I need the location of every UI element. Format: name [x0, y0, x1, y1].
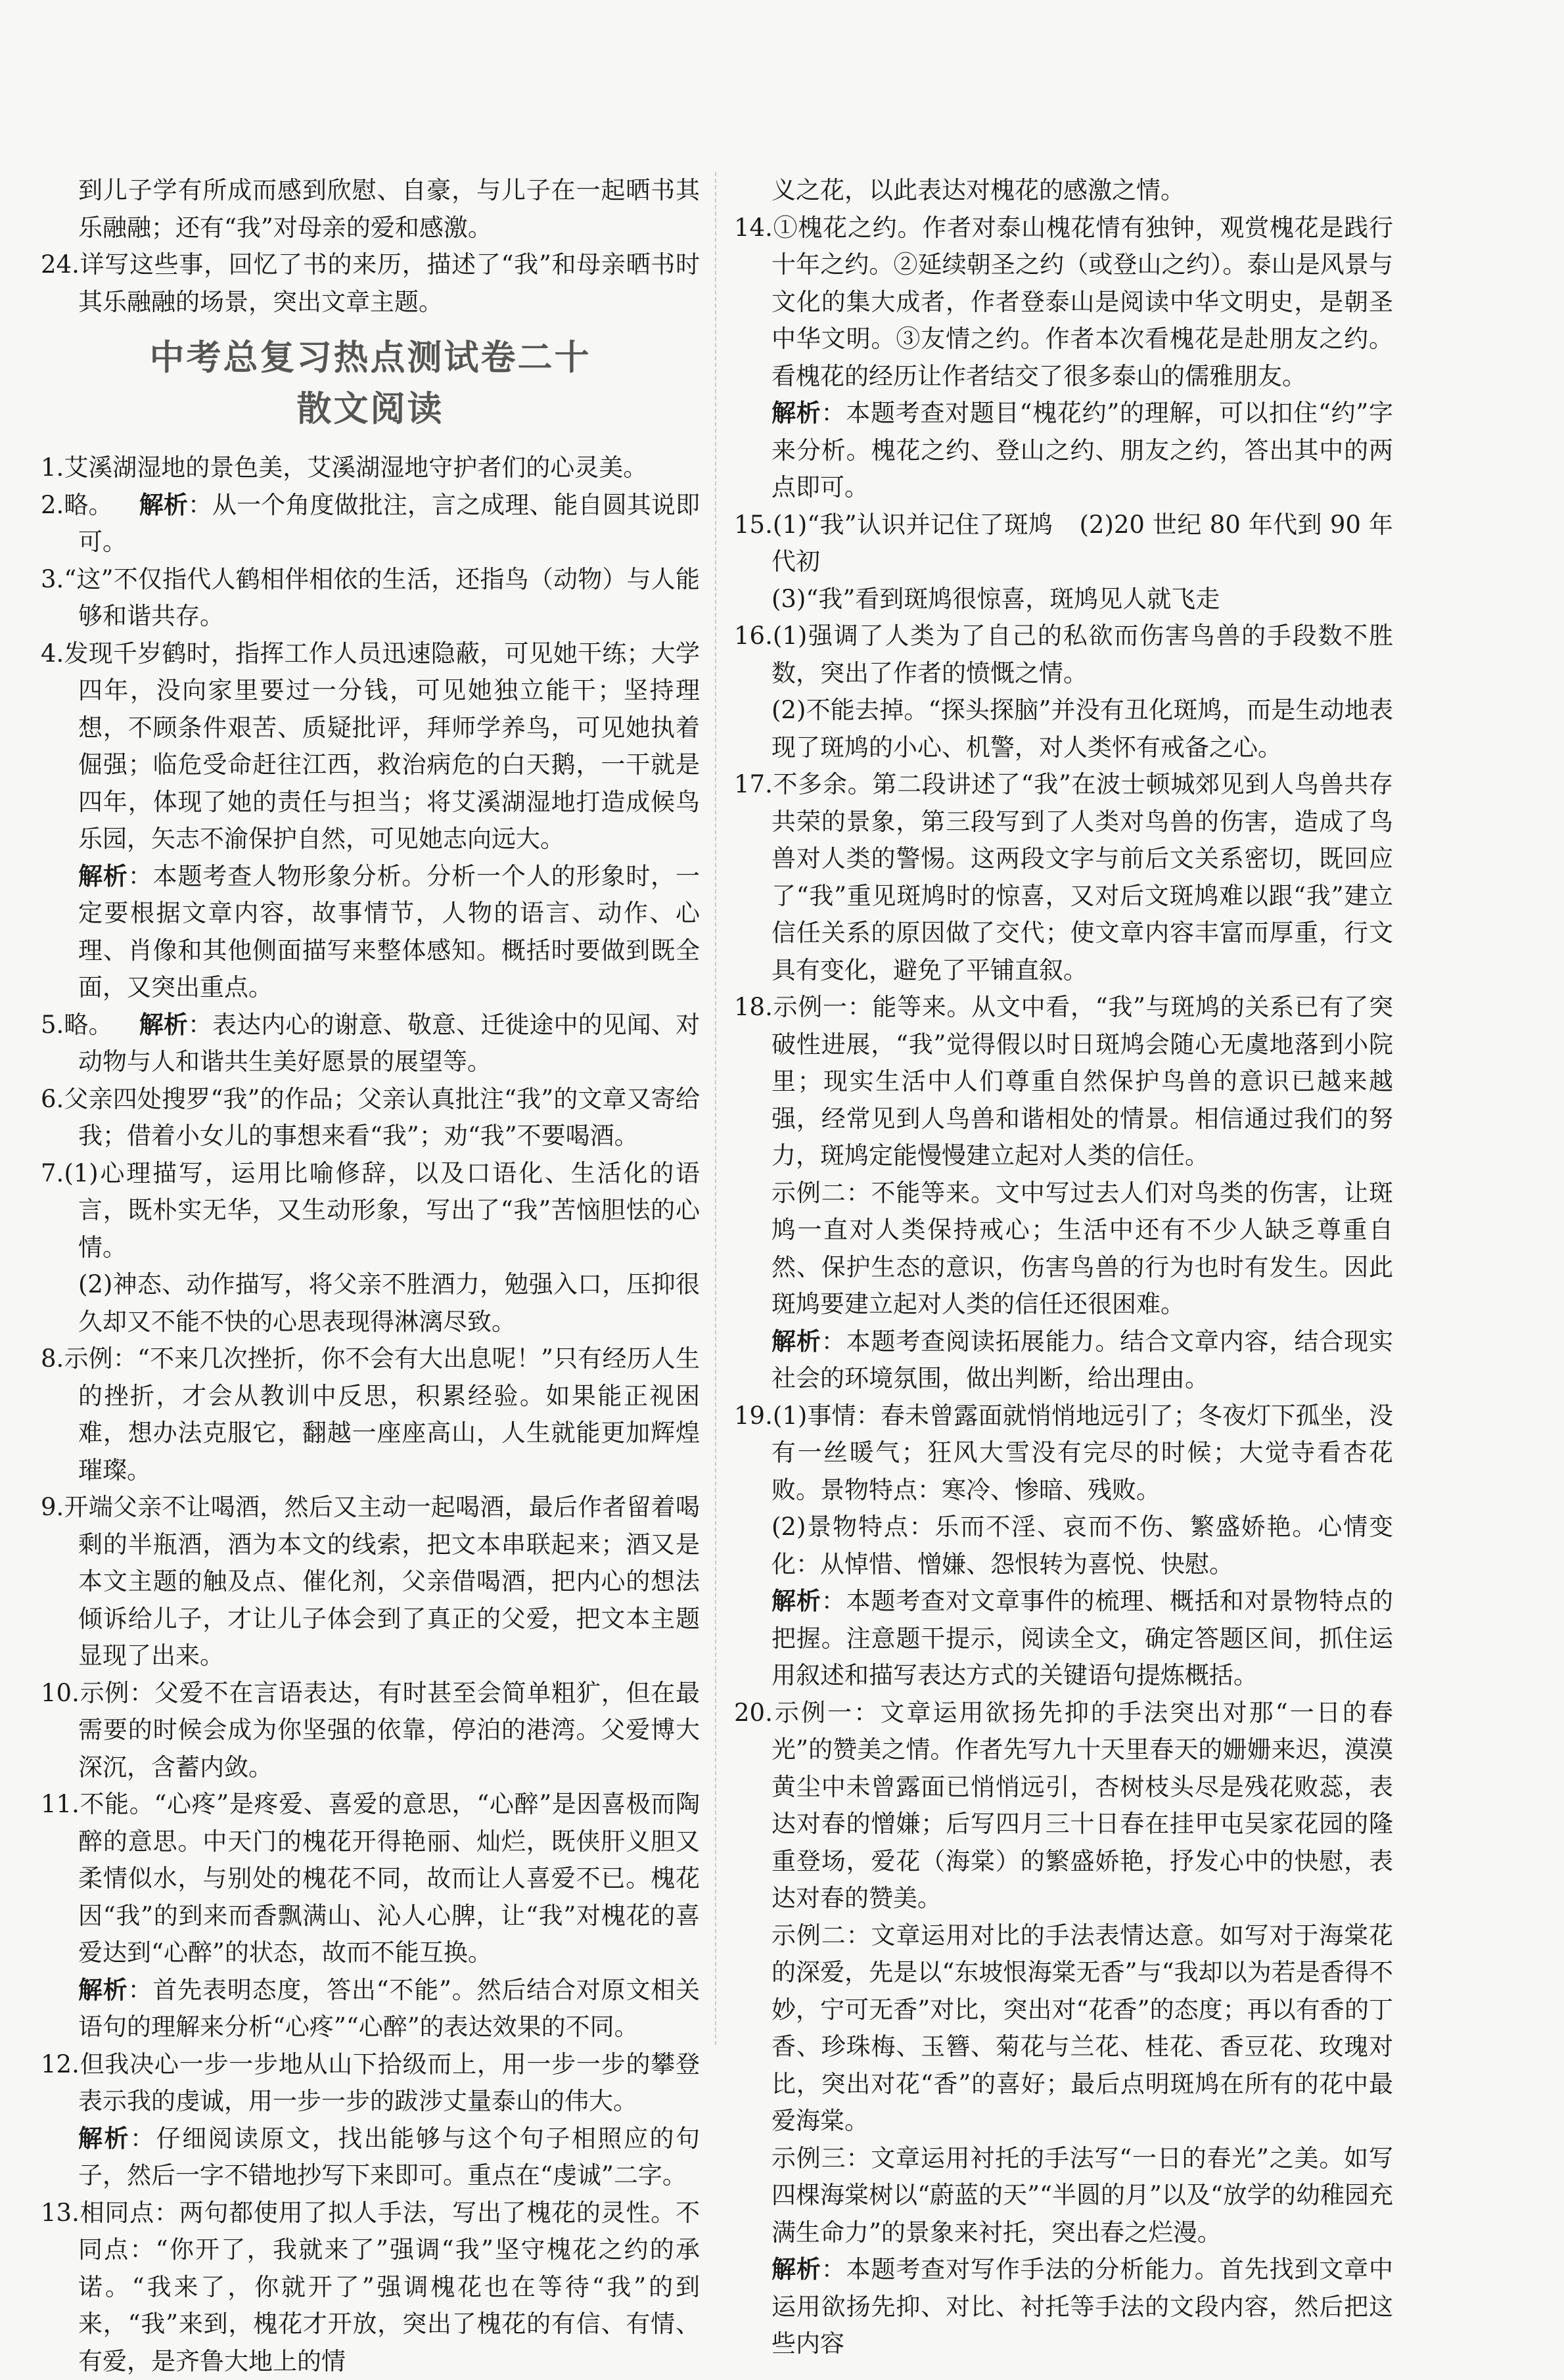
answer-14: 14.①槐花之约。作者对泰山槐花情有独钟，观赏槐花是践行十年之约。②延续朝圣之约（或登山之约）。泰山是风景与文化的集大成者，作者登泰山是阅读中华文明史，是朝圣中华文明。③友情之约。作者本次看槐花是赴朋友之约。看槐花的经历让作者结交了很多泰山的儒雅朋友。	[734, 210, 1393, 396]
answer-10: 10.示例：父爱不在言语表达，有时甚至会简单粗犷，但在最需要的时候会成为你坚强的依靠，停泊的港湾。父爱博大深沉，含蓄内敛。	[41, 1675, 700, 1787]
answer-17: 17.不多余。第二段讲述了“我”在波士顿城郊见到人鸟兽共存共荣的景象，第三段写到了人类对鸟兽的伤害，造成了鸟兽对人类的警惕。这两段文字与前后文关系密切，既回应了“我”重见斑鸠时的惊喜，又对后文斑鸠难以跟“我”建立信任关系的原因做了交代；使文章内容丰富而厚重，行文具有变化，避免了平铺直叙。	[734, 766, 1393, 989]
analysis-20: 解析：本题考查对写作手法的分析能力。首先找到文章中运用欲扬先抑、对比、衬托等手法的文段内容，然后把这些内容	[734, 2251, 1393, 2363]
answer-18: 18.示例一：能等来。从文中看，“我”与斑鸠的关系已有了突破性进展，“我”觉得假以时日斑鸠会随心无虞地落到小院里；现实生活中人们尊重自然保护鸟兽的意识已越来越强，经常见到人鸟兽和谐相处的情景。相信通过我们的努力，斑鸠定能慢慢建立起对人类的信任。	[734, 989, 1393, 1175]
continued-answer-13: 义之花，以此表达对槐花的感激之情。	[734, 172, 1393, 210]
section-title	[41, 332, 700, 435]
answer-5: 5.略。 解析：表达内心的谢意、敬意、迁徙途中的见闻、对动物与人和谐共生美好愿景的展望等。	[41, 1007, 700, 1081]
analysis-label: 解析	[139, 491, 188, 519]
answer-9: 9.开端父亲不让喝酒，然后又主动一起喝酒，最后作者留着喝剩的半瓶酒，酒为本文的线索，把文本串联起来；酒又是本文主题的触及点、催化剂，父亲借喝酒，把内心的想法倾诉给儿子，才让儿子体会到了真正的父爱，把文本主题显现了出来。	[41, 1489, 700, 1675]
answer-18-example-2: 示例二：不能等来。文中写过去人们对鸟类的伤害，让斑鸠一直对人类保持戒心；生活中还有不少人缺乏尊重自然、保护生态的意识，伤害鸟兽的行为也时有发生。因此斑鸠要建立起对人类的信任还很困难。	[734, 1175, 1393, 1323]
analysis-19: 解析：本题考查对文章事件的梳理、概括和对景物特点的把握。注意题干提示，阅读全文，确定答题区间，抓住运用叙述和描写表达方式的关键语句提炼概括。	[734, 1583, 1393, 1695]
paper-title: 中考总复习热点测试卷二十	[41, 332, 700, 384]
answer-4: 4.发现千岁鹤时，指挥工作人员迅速隐蔽，可见她干练；大学四年，没向家里要过一分钱，可见她独立能干；坚持理想，不顾条件艰苦、质疑批评，拜师学养鸟，可见她执着倔强；临危受命赶往江西，救治病危的白天鹅，一干就是四年，体现了她的责任与担当；将艾溪湖湿地打造成候鸟乐园，矢志不渝保护自然，可见她志向远大。	[41, 635, 700, 858]
answer-19-part-2: (2)景物特点：乐而不淫、哀而不伤、繁盛娇艳。心情变化：从悼惜、憎嫌、怨恨转为喜悦、快慰。	[734, 1509, 1393, 1583]
answer-12: 12.但我决心一步一步地从山下拾级而上，用一步一步的攀登表示我的虔诚，用一步一步的跋涉丈量泰山的伟大。	[41, 2046, 700, 2120]
analysis-14: 解析：本题考查对题目“槐花约”的理解，可以扣住“约”字来分析。槐花之约、登山之约、朋友之约，答出其中的两点即可。	[734, 395, 1393, 507]
answer-8: 8.示例：“不来几次挫折，你不会有大出息呢！”只有经历人生的挫折，才会从教训中反思，积累经验。如果能正视困难，想办法克服它，翻越一座座高山，人生就能更加辉煌璀璨。	[41, 1340, 700, 1489]
answer-19: 19.(1)事情：春未曾露面就悄悄地远引了；冬夜灯下孤坐，没有一丝暖气；狂风大雪没有完尽的时候；大觉寺看杏花败。景物特点：寒冷、惨暗、残败。	[734, 1398, 1393, 1509]
answer-15-part-3: (3)“我”看到斑鸠很惊喜，斑鸠见人就飞走	[734, 581, 1393, 618]
answer-3: 3.“这”不仅指代人鹤相伴相依的生活，还指鸟（动物）与人能够和谐共存。	[41, 561, 700, 635]
answer-16: 16.(1)强调了人类为了自己的私欲而伤害鸟兽的手段数不胜数，突出了作者的愤慨之情。	[734, 618, 1393, 692]
answer-20: 20.示例一：文章运用欲扬先抑的手法突出对那“一日的春光”的赞美之情。作者先写九十天里春天的姗姗来迟，漠漠黄尘中未曾露面已悄悄远引，杏树枝头尽是残花败蕊，表达对春的憎嫌；后写四月三十日春在挂甲屯吴家花园的隆重登场，爱花（海棠）的繁盛娇艳，抒发心中的快慰，表达对春的赞美。	[734, 1695, 1393, 1917]
analysis-11: 解析：首先表明态度，答出“不能”。然后结合对原文相关语句的理解来分析“心疼”“心醉”的表达效果的不同。	[41, 1972, 700, 2046]
analysis-18: 解析：本题考查阅读拓展能力。结合文章内容，结合现实社会的环境氛围，做出判断，给出理由。	[734, 1323, 1393, 1398]
answer-7-part-2: (2)神态、动作描写，将父亲不胜酒力，勉强入口，压抑很久却又不能不快的心思表现得淋漓尽致。	[41, 1266, 700, 1340]
paper-subtitle: 散文阅读	[41, 384, 700, 435]
column-divider	[715, 172, 716, 2045]
answer-7: 7.(1)心理描写，运用比喻修辞，以及口语化、生活化的语言，既朴实无华，又生动形象，写出了“我”苦恼胆怯的心情。	[41, 1155, 700, 1267]
answer-1: 1.艾溪湖湿地的景色美，艾溪湖湿地守护者们的心灵美。	[41, 449, 700, 487]
answer-16-part-2: (2)不能去掉。“探头探脑”并没有丑化斑鸠，而是生动地表现了斑鸠的小心、机警，对人类怀有戒备之心。	[734, 692, 1393, 766]
right-column	[734, 172, 1393, 2363]
analysis-4: 解析：本题考查人物形象分析。分析一个人的形象时，一定要根据文章内容，故事情节，人物的语言、动作、心理、肖像和其他侧面描写来整体感知。概括时要做到既全面，又突出重点。	[41, 858, 700, 1007]
answer-11: 11.不能。“心疼”是疼爱、喜爱的意思，“心醉”是因喜极而陶醉的意思。中天门的槐花开得艳丽、灿烂，既侠肝义胆又柔情似水，与别处的槐花不同，故而让人喜爱不已。槐花因“我”的到来而香飘满山、沁人心脾，让“我”对槐花的喜爱达到“心醉”的状态，故而不能互换。	[41, 1786, 700, 1972]
answer-15: 15.(1)“我”认识并记住了斑鸠 (2)20 世纪 80 年代到 90 年代初	[734, 507, 1393, 581]
answer-2: 2.略。 解析：从一个角度做批注，言之成理、能自圆其说即可。	[41, 487, 700, 561]
answer-24: 24.详写这些事，回忆了书的来历，描述了“我”和母亲晒书时其乐融融的场景，突出文章主题。	[41, 246, 700, 321]
answer-13: 13.相同点：两句都使用了拟人手法，写出了槐花的灵性。不同点：“你开了，我就来了”强调“我”坚守槐花之约的承诺。“我来了，你就开了”强调槐花也在等待“我”的到来，“我”来到，槐花才开放，突出了槐花的有信、有情、有爱，是齐鲁大地上的情	[41, 2195, 700, 2380]
answer-20-example-3: 示例三：文章运用衬托的手法写“一日的春光”之美。如写四棵海棠树以“蔚蓝的天”“半圆的月”以及“放学的幼稚园充满生命力”的景象来衬托，突出春之烂漫。	[734, 2140, 1393, 2252]
answer-20-example-2: 示例二：文章运用对比的手法表情达意。如写对于海棠花的深爱，先是以“东坡恨海棠无香”与“我却以为若是香得不妙，宁可无香”对比，突出对“花香”的态度；再以有香的丁香、珍珠梅、玉簪、菊花与兰花、桂花、香豆花、玫瑰对比，突出对花“香”的喜好；最后点明斑鸠在所有的花中最爱海棠。	[734, 1917, 1393, 2140]
left-column	[41, 172, 700, 2380]
analysis-12: 解析：仔细阅读原文，找出能够与这个句子相照应的句子，然后一字不错地抄写下来即可。重点在“虔诚”二字。	[41, 2120, 700, 2195]
answer-number: 24.	[41, 246, 80, 284]
continued-answer: 到儿子学有所成而感到欣慰、自豪，与儿子在一起晒书其乐融融；还有“我”对母亲的爱和感激。	[41, 172, 700, 246]
answer-6: 6.父亲四处搜罗“我”的作品；父亲认真批注“我”的文章又寄给我；借着小女儿的事想来看“我”；劝“我”不要喝酒。	[41, 1081, 700, 1155]
